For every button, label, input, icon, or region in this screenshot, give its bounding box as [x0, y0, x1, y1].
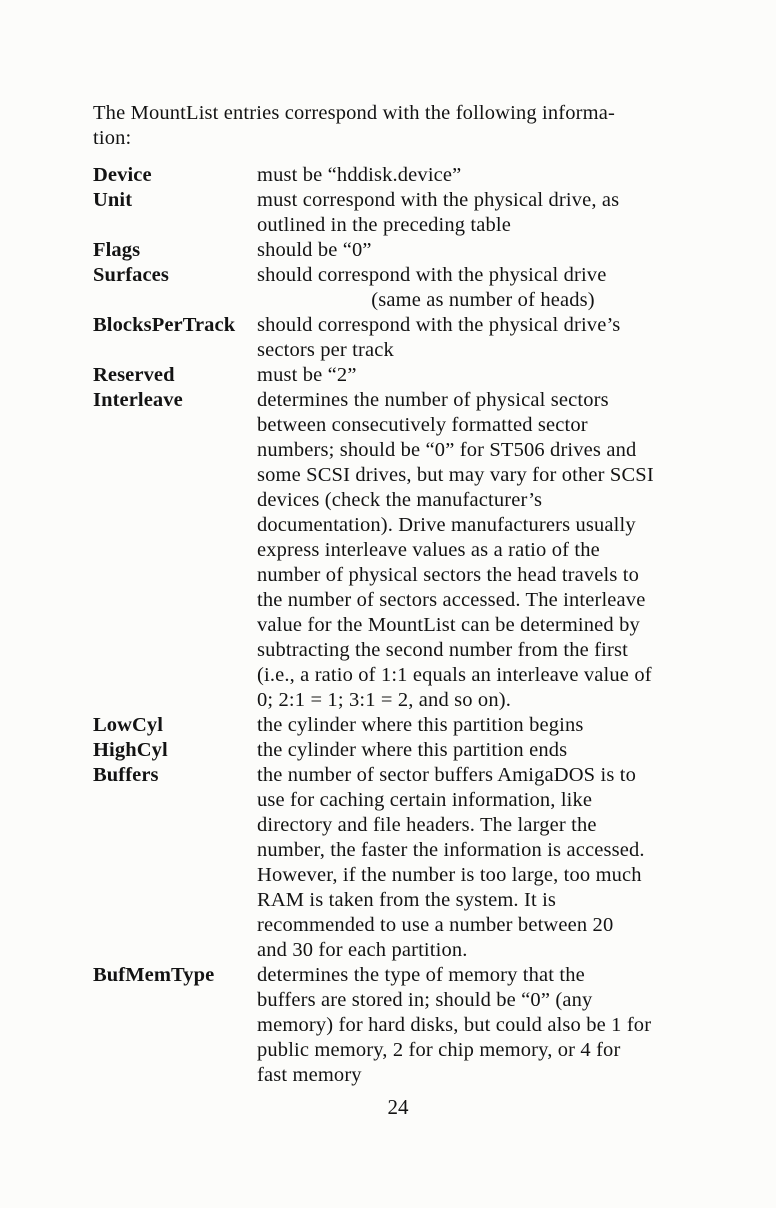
description-line: However, if the number is too large, too much — [257, 864, 642, 886]
definition-description — [257, 188, 709, 238]
definition-entry — [93, 313, 709, 363]
description-line: the number of sectors accessed. The interleave — [257, 589, 646, 611]
description-line: determines the type of memory that the — [257, 964, 585, 986]
description-line: buffers are stored in; should be “0” (any — [257, 989, 593, 1011]
description-line: the number of sector buffers AmigaDOS is to — [257, 764, 636, 786]
definition-description — [257, 963, 709, 1088]
description-line: use for caching certain information, like — [257, 789, 593, 811]
definition-entry — [93, 763, 709, 963]
description-line: the cylinder where this partition begins — [257, 714, 584, 736]
description-line: must correspond with the physical drive, as — [257, 189, 620, 211]
description-line: recommended to use a number between 20 — [257, 914, 614, 936]
definition-term: Interleave — [93, 389, 183, 411]
description-line: some SCSI drives, but may vary for other SCSI — [257, 464, 654, 486]
definition-description — [257, 363, 709, 388]
definition-term: HighCyl — [93, 739, 168, 761]
description-line: public memory, 2 for chip memory, or 4 for — [257, 1039, 621, 1061]
definition-term: BufMemType — [93, 964, 215, 986]
description-line: documentation). Drive manufacturers usually — [257, 514, 636, 536]
description-line: subtracting the second number from the first — [257, 639, 628, 661]
description-line: RAM is taken from the system. It is — [257, 889, 557, 911]
definition-entry — [93, 238, 709, 263]
definition-description — [257, 313, 709, 363]
definition-entry — [93, 188, 709, 238]
definition-term: Device — [93, 164, 152, 186]
intro-paragraph — [93, 101, 703, 151]
description-line: the cylinder where this partition ends — [257, 739, 568, 761]
definition-description — [257, 763, 709, 963]
description-line: 0; 2:1 = 1; 3:1 = 2, and so on). — [257, 689, 511, 711]
description-line: value for the MountList can be determined by — [257, 614, 640, 636]
definition-entry — [93, 738, 709, 763]
definition-description — [257, 163, 709, 188]
definition-term: Buffers — [93, 764, 159, 786]
definition-description — [257, 238, 709, 263]
description-line: directory and file headers. The larger the — [257, 814, 597, 836]
definition-term: LowCyl — [93, 714, 164, 736]
definition-entry — [93, 388, 709, 713]
description-line: outlined in the preceding table — [257, 214, 511, 236]
description-line: must be “2” — [257, 364, 357, 386]
definition-term: Reserved — [93, 364, 175, 386]
definition-entry — [93, 163, 709, 188]
description-line: determines the number of physical sectors — [257, 389, 609, 411]
definition-term: Unit — [93, 189, 133, 211]
definition-description — [257, 388, 709, 713]
definition-entry — [93, 963, 709, 1088]
description-line: should correspond with the physical drive’s — [257, 314, 621, 336]
description-line: number of physical sectors the head travels to — [257, 564, 640, 586]
description-line: devices (check the manufacturer’s — [257, 489, 543, 511]
description-line: numbers; should be “0” for ST506 drives and — [257, 439, 637, 461]
description-line: fast memory — [257, 1064, 362, 1086]
definition-description — [257, 738, 709, 763]
description-line: between consecutively formatted sector — [257, 414, 588, 436]
page-number: 24 — [387, 1095, 409, 1119]
description-line: express interleave values as a ratio of the — [257, 539, 600, 561]
description-line: and 30 for each partition. — [257, 939, 468, 961]
intro-line: tion: — [93, 127, 132, 149]
mountlist-definition-list — [93, 163, 709, 1088]
definition-description — [257, 263, 709, 313]
description-line: memory) for hard disks, but could also be 1 for — [257, 1014, 652, 1036]
definition-entry — [93, 713, 709, 738]
description-line: (i.e., a ratio of 1:1 equals an interleave value of — [257, 664, 652, 686]
description-line: number, the faster the information is accessed. — [257, 839, 645, 861]
definition-term: BlocksPerTrack — [93, 314, 236, 336]
definition-entry — [93, 363, 709, 388]
definition-term: Flags — [93, 239, 141, 261]
definition-entry — [93, 263, 709, 313]
description-line: must be “hddisk.device” — [257, 164, 462, 186]
description-line: sectors per track — [257, 339, 394, 361]
description-line: should be “0” — [257, 239, 372, 261]
intro-line: The MountList entries correspond with the following informa- — [93, 102, 615, 124]
definition-description — [257, 713, 709, 738]
definition-term: Surfaces — [93, 264, 169, 286]
description-line: (same as number of heads) — [371, 289, 595, 311]
description-line: should correspond with the physical drive — [257, 264, 607, 286]
